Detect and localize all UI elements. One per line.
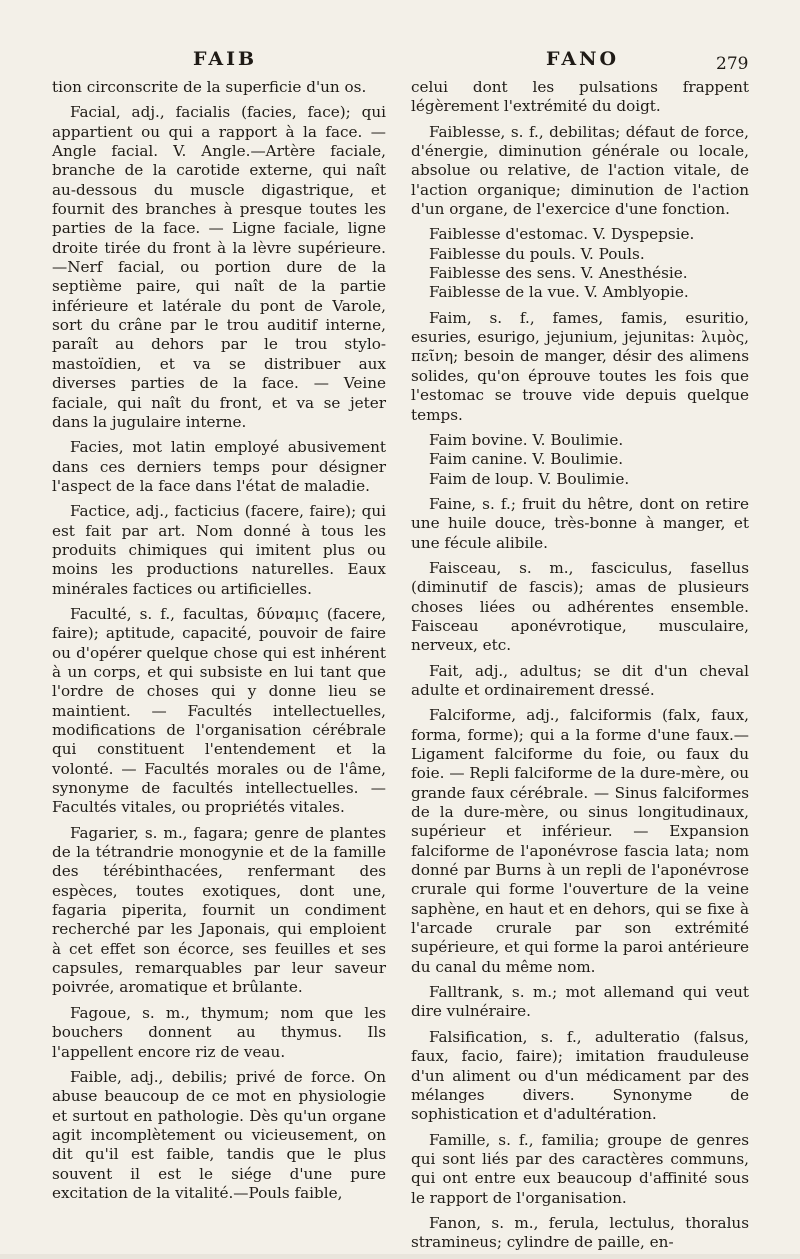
dictionary-entry-facies: Facies, mot latin employé abusivement dans ces derniers temps pour désigner l'aspect de la face dans l'état de maladie. xyxy=(52,438,386,495)
dictionary-entry-fm2: Faim canine. V. Boulimie. xyxy=(429,450,624,469)
dictionary-entry-fait: Fait, adj., adultus; se dit d'un cheval adulte et ordinairement dressé. xyxy=(411,661,749,699)
dictionary-entry-famille: Famille, s. f., familia; groupe de genres qui sont liés par des caractères communs, qui ont entre eux beaucoup d'affinité sous le rapport de l'organisation. xyxy=(411,1130,749,1207)
left-text-column xyxy=(52,78,386,1209)
dictionary-entry-fagarier: Fagarier, s. m., fagara; genre de plantes de la tétrandrie monogynie et de la famille des térébinthacées, renfermant des espèces, toutes exotiques, dont une, fagaria piperita, fournit un condiment recherché par les Japonais, qui emploient à cet effet son écorce, ses feuilles et ses capsules, remarquables par leur saveur poivrée, aromatique et brûlante. xyxy=(52,823,386,997)
dictionary-entry-pouls-cont: celui dont les pulsations frappent légèrement l'extrémité du doigt. xyxy=(411,78,749,116)
dictionary-entry-faim: Faim, s. f., fames, famis, esuritio, esuries, esurigo, jejunium, jejunitas: λιμὸς, πεῖνη; besoin de manger, désir des alimens solides, qu'on éprouve toutes les fois que l'estomac se trouve vide depuis quelque temps. xyxy=(411,308,749,424)
dictionary-entry-os-cont: tion circonscrite de la superficie d'un os. xyxy=(52,78,367,96)
dictionary-entry-faisceau: Faisceau, s. m., fasciculus, fasellus (diminutif de fascis); amas de plusieurs choses liées ou adhérentes ensemble. Faisceau aponévrotique, musculaire, nerveux, etc. xyxy=(411,558,749,655)
right-text-column xyxy=(411,78,749,1259)
dictionary-entry-falciforme: Falciforme, adj., falciformis (falx, faux, forma, forme); qui a la forme d'une faux.—Ligament falciforme du foie, ou faux du foie. — Repli falciforme de la dure-mère, ou grande faux cérébrale. — Sinus falciformes de la dure-mère, ou sinus longitudinaux, supérieur et inférieur. — Expansion falciforme de l'aponévrose fascia lata; nom donné par Burns à un repli de l'aponévrose crurale qui forme l'ouverture de la veine saphène, en haut et en dehors, qui se fixe à l'arcade crurale par son extrémité supérieure, et qui forme la paroi antérieure du canal du même nom. xyxy=(411,706,749,976)
running-header xyxy=(0,48,800,78)
right-running-head: FANO xyxy=(546,48,620,70)
dictionary-entry-factice: Factice, adj., facticius (facere, faire); qui est fait par art. Nom donné à tous les produits chimiques qui imitent plus ou moins les productions naturelles. Eaux minérales factices ou artificielles. xyxy=(52,502,386,598)
dictionary-entry-faculte: Faculté, s. f., facultas, δύναμις (facere, faire); aptitude, capacité, pouvoir de faire ou d'opérer quelque chose qui est inhérent à un corps, et qui subsiste en lui tant que l'ordre de choses qui y donne lieu se maintient. — Facultés intellectuelles, modifications de l'organisation cérébrale qui constituent l'entendement et la volonté. — Facultés morales ou de l'âme, synonyme de facultés intellectuelles. —Facultés vitales, ou propriétés vitales. xyxy=(52,604,386,817)
dictionary-entry-fm3: Faim de loup. V. Boulimie. xyxy=(429,469,630,488)
dictionary-entry-fa3: Faiblesse des sens. V. Anesthésie. xyxy=(429,264,688,283)
dictionary-entry-falsification: Falsification, s. f., adulteratio (falsus, faux, facio, faire); imitation frauduleuse d'un aliment ou d'un médicament par des mélanges divers. Synonyme de sophistication et d'adultération. xyxy=(411,1027,749,1124)
dictionary-entry-faible: Faible, adj., debilis; privé de force. On abuse beaucoup de ce mot en physiologie et surtout en pathologie. Dès qu'un organe agit incomplètement ou vicieusement, on dit qu'il est faible, tandis que le plus souvent il est le siége d'une pure excitation de la vitalité.—Pouls faible, xyxy=(52,1067,386,1202)
page-number: 279 xyxy=(716,54,749,74)
dictionary-entry-fanon: Fanon, s. m., ferula, lectulus, thoralus stramineus; cylindre de paille, en- xyxy=(411,1213,749,1252)
dictionary-entry-fm1: Faim bovine. V. Boulimie. xyxy=(429,430,624,449)
dictionary-entry-falltrank: Falltrank, s. m.; mot allemand qui veut dire vulnéraire. xyxy=(411,983,749,1021)
dictionary-entry-facial: Facial, adj., facialis (facies, face); qui appartient ou qui a rapport à la face. —Angle facial. V. Angle.—Artère faciale, branche de la carotide externe, qui naît au-dessous du muscle digastrique, et fournit des branches à presque toutes les parties de la face. — Ligne faciale, ligne droite tirée du front à la lèvre supérieure. —Nerf facial, ou portion dure de la septième paire, qui naît de la partie inférieure et latérale du pont de Varole, sort du crâne par le trou auditif interne, paraît au dehors par le trou stylo-mastoïdien, et va se distribuer aux diverses parties de la face. — Veine faciale, qui naît du front, et va se jeter dans la jugulaire interne. xyxy=(52,103,386,431)
dictionary-entry-fa4: Faiblesse de la vue. V. Amblyopie. xyxy=(429,283,689,302)
left-running-head: FAIB xyxy=(193,48,258,70)
dictionary-entry-fagoue: Fagoue, s. m., thymum; nom que les bouchers donnent au thymus. Ils l'appellent encore riz de veau. xyxy=(52,1003,386,1061)
dictionary-entry-faine: Faine, s. f.; fruit du hêtre, dont on retire une huile douce, très-bonne à manger, et une fécule alibile. xyxy=(411,494,749,552)
dictionary-entry-fa1: Faiblesse d'estomac. V. Dyspepsie. xyxy=(429,225,695,244)
dictionary-entry-fa2: Faiblesse du pouls. V. Pouls. xyxy=(429,244,645,263)
dictionary-entry-faiblesse: Faiblesse, s. f., debilitas; défaut de force, d'énergie, diminution générale ou locale, absolue ou relative, de l'action vitale, de l'action organique; diminution de l'action d'un organe, de l'exercice d'une fonction. xyxy=(411,122,749,219)
